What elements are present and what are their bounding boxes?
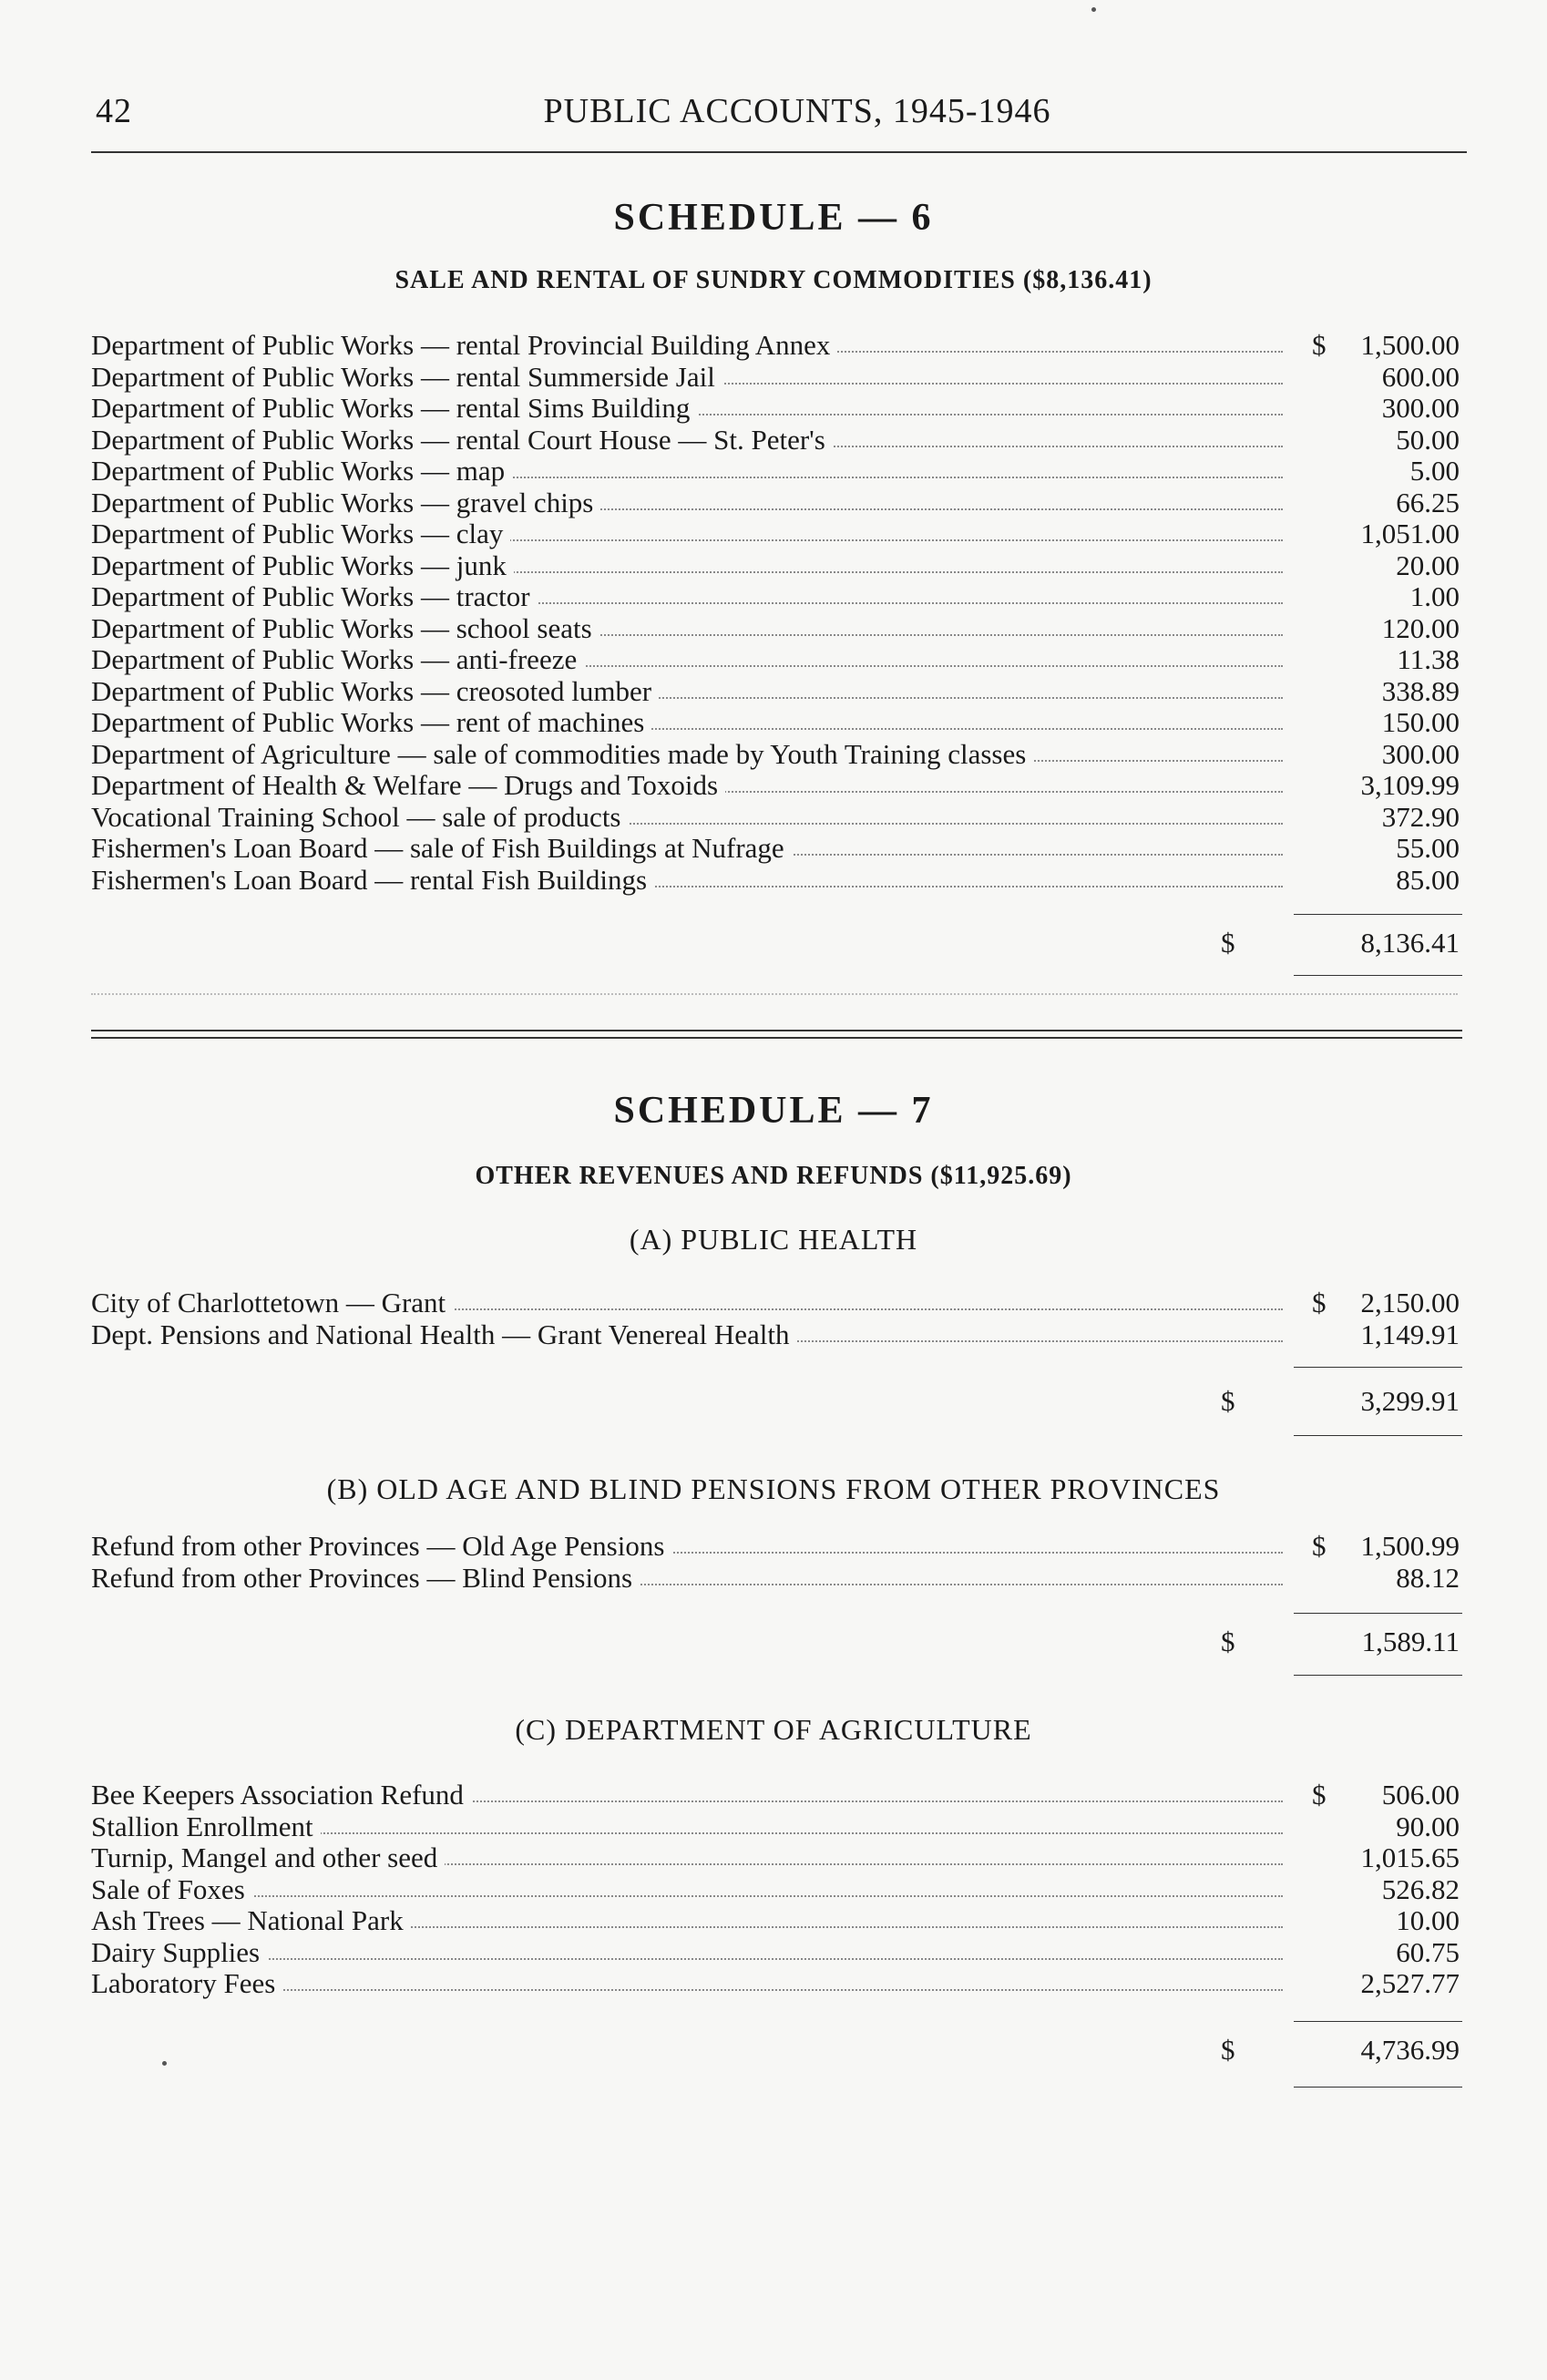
row-description — [91, 581, 1285, 613]
row-description — [91, 362, 1285, 394]
row-description-label: Bee Keepers Association Refund — [91, 1780, 471, 1811]
row-description — [91, 1874, 1285, 1906]
print-speck — [162, 2061, 167, 2066]
row-description-label: Dept. Pensions and National Health — Grant Venereal Health — [91, 1319, 796, 1350]
schedule-7-title: SCHEDULE — 7 — [613, 1090, 934, 1132]
table-row — [91, 393, 1462, 425]
table-row — [91, 1780, 1462, 1811]
section-b-total-currency: $ — [1221, 1626, 1235, 1657]
schedule-6-total-rule — [1294, 975, 1462, 976]
table-row — [91, 1968, 1462, 2000]
section-b-total-rule — [1294, 1675, 1462, 1676]
row-amount: 10.00 — [1396, 1904, 1460, 1936]
row-description-label: Department of Public Works — school seats — [91, 613, 599, 644]
row-amount: 1,500.99 — [1360, 1530, 1460, 1562]
schedule-6-subtitle: SALE AND RENTAL OF SUNDRY COMMODITIES ($8,136.41) — [394, 266, 1153, 294]
section-b-heading: (B) OLD AGE AND BLIND PENSIONS FROM OTHER PROVINCES — [326, 1472, 1221, 1505]
row-amount: 1.00 — [1409, 580, 1460, 612]
row-amount: 20.00 — [1396, 549, 1460, 581]
table-row — [91, 676, 1462, 708]
section-c-total-currency: $ — [1221, 2034, 1235, 2066]
section-a-total-amount: 3,299.91 — [1360, 1385, 1460, 1417]
table-row — [91, 739, 1462, 771]
row-description — [91, 425, 1285, 457]
row-amount: 11.38 — [1397, 643, 1460, 675]
row-currency: $ — [1312, 1779, 1327, 1811]
row-description-label: Department of Public Works — creosoted lumber — [91, 676, 659, 707]
row-currency: $ — [1312, 329, 1327, 361]
row-description — [91, 833, 1285, 865]
row-description-label: Ash Trees — National Park — [91, 1905, 411, 1936]
table-row — [91, 1905, 1462, 1937]
row-description-label: Department of Public Works — rental Court House — St. Peter's — [91, 425, 833, 456]
row-amount: 1,015.65 — [1360, 1841, 1460, 1873]
section-b-subtotal-rule — [1294, 1613, 1462, 1614]
table-row — [91, 802, 1462, 834]
row-description — [91, 1780, 1285, 1811]
table-row — [91, 1319, 1462, 1351]
row-description — [91, 487, 1285, 519]
row-amount: 338.89 — [1381, 674, 1460, 707]
row-description-label: Department of Public Works — rental Summerside Jail — [91, 362, 722, 393]
table-row — [91, 865, 1462, 897]
section-c-total-amount: 4,736.99 — [1360, 2034, 1460, 2066]
row-amount: 1,500.00 — [1360, 329, 1460, 361]
separator-dotted-line — [91, 993, 1458, 995]
row-description — [91, 1842, 1285, 1874]
row-description — [91, 518, 1285, 550]
row-description — [91, 644, 1285, 676]
row-description-label: Department of Public Works — rental Sims Building — [91, 393, 697, 424]
row-description-label: Department of Public Works — clay — [91, 518, 510, 549]
section-c-total — [1221, 2032, 1462, 2068]
table-row — [91, 833, 1462, 865]
row-description — [91, 865, 1285, 897]
schedule-6-subtotal-rule — [1294, 914, 1462, 915]
row-description-label: Laboratory Fees — [91, 1968, 282, 1999]
section-a-total-rule — [1294, 1435, 1462, 1436]
table-row — [91, 1287, 1462, 1319]
table-row — [91, 362, 1462, 394]
page-number: 42 — [96, 92, 132, 130]
row-description-label: Dairy Supplies — [91, 1937, 267, 1968]
header-rule — [91, 151, 1467, 153]
row-description — [91, 456, 1285, 487]
row-amount: 55.00 — [1396, 832, 1460, 864]
row-amount: 1,051.00 — [1360, 518, 1460, 549]
section-a-total-currency: $ — [1221, 1385, 1235, 1417]
row-amount: 2,150.00 — [1360, 1287, 1460, 1318]
table-row — [91, 581, 1462, 613]
row-description-label: Vocational Training School — sale of products — [91, 802, 629, 833]
row-amount: 1,149.91 — [1360, 1318, 1460, 1350]
row-description — [91, 1319, 1285, 1351]
row-description — [91, 739, 1285, 771]
row-amount: 150.00 — [1381, 706, 1460, 738]
row-description-label: Department of Public Works — gravel chips — [91, 487, 600, 518]
section-a-total — [1221, 1383, 1462, 1420]
row-description-label: Department of Public Works — rent of machines — [91, 707, 651, 738]
row-description-label: Department of Public Works — map — [91, 456, 512, 487]
row-description-label: Department of Public Works — tractor — [91, 581, 538, 612]
row-amount: 300.00 — [1381, 392, 1460, 424]
section-b-rows — [91, 1531, 1462, 1594]
row-description — [91, 1287, 1285, 1319]
row-amount: 600.00 — [1381, 360, 1460, 393]
running-head — [91, 91, 1467, 146]
row-amount: 85.00 — [1396, 863, 1460, 896]
row-description — [91, 676, 1285, 708]
print-speck — [1091, 7, 1096, 12]
row-description-label: Fishermen's Loan Board — rental Fish Buildings — [91, 865, 654, 896]
row-amount: 120.00 — [1381, 611, 1460, 644]
row-description-label: Department of Public Works — rental Provincial Building Annex — [91, 330, 837, 361]
row-description — [91, 393, 1285, 425]
row-description-label: Department of Public Works — junk — [91, 550, 514, 581]
table-row — [91, 550, 1462, 582]
table-row — [91, 487, 1462, 519]
section-c-heading: (C) DEPARTMENT OF AGRICULTURE — [515, 1713, 1032, 1746]
section-c-subtotal-rule — [1294, 2021, 1462, 2022]
row-amount: 526.82 — [1381, 1872, 1460, 1905]
row-description-label: Department of Agriculture — sale of commodities made by Youth Training classes — [91, 739, 1033, 770]
row-amount: 50.00 — [1396, 423, 1460, 456]
row-description-label: City of Charlottetown — Grant — [91, 1287, 453, 1318]
table-row — [91, 1531, 1462, 1563]
row-description-label: Stallion Enrollment — [91, 1811, 321, 1842]
row-description-label: Department of Health & Welfare — Drugs and Toxoids — [91, 770, 725, 801]
row-description — [91, 1905, 1285, 1937]
table-row — [91, 707, 1462, 739]
row-description-label: Turnip, Mangel and other seed — [91, 1842, 445, 1873]
section-b-total — [1221, 1624, 1462, 1660]
row-description-label: Fishermen's Loan Board — sale of Fish Buildings at Nufrage — [91, 833, 792, 864]
section-a-heading: (A) PUBLIC HEALTH — [629, 1223, 918, 1256]
page-header-title: PUBLIC ACCOUNTS, 1945-1946 — [543, 92, 1051, 130]
table-row — [91, 1842, 1462, 1874]
row-description — [91, 330, 1285, 362]
row-amount: 90.00 — [1396, 1810, 1460, 1842]
row-amount: 60.75 — [1396, 1935, 1460, 1968]
row-amount: 506.00 — [1381, 1779, 1460, 1811]
table-row — [91, 1811, 1462, 1843]
row-description-label: Refund from other Provinces — Old Age Pensions — [91, 1531, 671, 1562]
table-row — [91, 456, 1462, 487]
schedule-6-total-amount: 8,136.41 — [1360, 927, 1460, 959]
row-description — [91, 1563, 1285, 1595]
row-description — [91, 1968, 1285, 2000]
row-amount: 2,527.77 — [1360, 1967, 1460, 1999]
schedule-6-title: SCHEDULE — 6 — [613, 197, 934, 239]
row-description-label: Refund from other Provinces — Blind Pensions — [91, 1563, 640, 1594]
row-description — [91, 770, 1285, 802]
row-currency: $ — [1312, 1530, 1327, 1562]
row-description — [91, 802, 1285, 834]
section-b-total-amount: 1,589.11 — [1361, 1626, 1460, 1657]
row-description — [91, 1531, 1285, 1563]
table-row — [91, 1874, 1462, 1906]
table-row — [91, 1563, 1462, 1595]
row-amount: 88.12 — [1396, 1561, 1460, 1594]
section-a-subtotal-rule — [1294, 1367, 1462, 1368]
row-description-label: Department of Public Works — anti-freeze — [91, 644, 584, 675]
section-c-rows — [91, 1780, 1462, 2000]
schedule-6-rows — [91, 330, 1462, 896]
schedule-6-total — [1221, 925, 1462, 961]
row-amount: 372.90 — [1381, 800, 1460, 833]
schedule-6-total-currency: $ — [1221, 927, 1235, 959]
row-description — [91, 550, 1285, 582]
table-row — [91, 613, 1462, 645]
table-row — [91, 330, 1462, 362]
row-amount: 5.00 — [1409, 455, 1460, 487]
row-amount: 66.25 — [1396, 486, 1460, 518]
row-amount: 300.00 — [1381, 737, 1460, 770]
row-description — [91, 707, 1285, 739]
schedule-separator-double-rule — [91, 1030, 1462, 1039]
table-row — [91, 644, 1462, 676]
section-a-rows — [91, 1287, 1462, 1350]
row-description — [91, 1811, 1285, 1843]
row-currency: $ — [1312, 1287, 1327, 1318]
table-row — [91, 770, 1462, 802]
table-row — [91, 1937, 1462, 1969]
row-description — [91, 613, 1285, 645]
table-row — [91, 425, 1462, 457]
row-amount: 3,109.99 — [1360, 769, 1460, 801]
table-row — [91, 518, 1462, 550]
section-c-total-rule — [1294, 2087, 1462, 2088]
row-description-label: Sale of Foxes — [91, 1874, 252, 1905]
schedule-7-subtitle: OTHER REVENUES AND REFUNDS ($11,925.69) — [475, 1162, 1072, 1190]
row-description — [91, 1937, 1285, 1969]
